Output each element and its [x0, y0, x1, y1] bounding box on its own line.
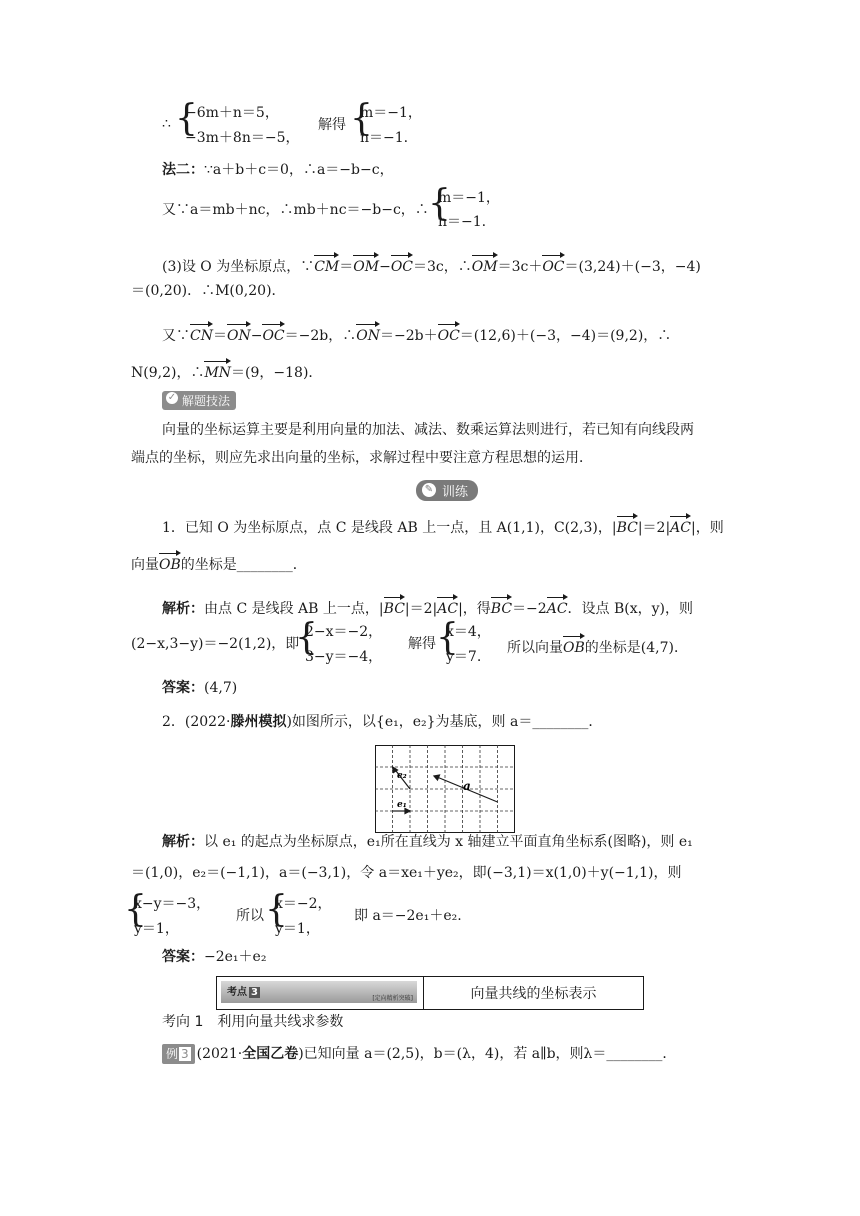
- question-2: [162, 712, 602, 732]
- text: (3)设 O 为坐标原点，∵: [162, 259, 315, 275]
- vector-om: OM: [353, 253, 379, 277]
- text: 由点 C 是线段 AB 上一点，|: [204, 601, 384, 617]
- vector-om: OM: [472, 253, 498, 277]
- left-brace: {: [350, 98, 373, 139]
- vector-bc: BC: [617, 514, 638, 538]
- answer-label: 答案：: [162, 680, 204, 696]
- text: 向量: [131, 557, 159, 573]
- equation-line: 2−x＝−2，: [305, 624, 383, 640]
- text: 考点: [227, 987, 247, 998]
- topic-badge: [221, 981, 417, 1003]
- direction-heading: 考向 1 利用向量共线求参数: [162, 1014, 344, 1030]
- topic-number: 3: [251, 987, 258, 998]
- vector-oc: OC: [542, 253, 564, 277]
- left-brace: {: [265, 889, 288, 930]
- text: 2．(2022·: [162, 714, 231, 730]
- left-brace: {: [295, 617, 318, 658]
- tip-line: 向量的坐标运算主要是利用向量的加法、减法、数乘运算法则进行，若已知有向线段两: [162, 422, 694, 438]
- source-label: 滕州模拟: [230, 714, 287, 730]
- example-number: 3: [181, 1047, 189, 1061]
- vector-on: ON: [227, 322, 251, 346]
- tip-tag: [162, 391, 236, 410]
- vector-bc: BC: [491, 595, 512, 619]
- text: ＝3c＋: [497, 259, 543, 275]
- answer-label: 答案：: [162, 949, 204, 965]
- text: ＝−2b，∴: [284, 328, 357, 344]
- text: −: [379, 259, 391, 275]
- answer-1: [162, 678, 237, 698]
- e2-label: e₂: [397, 771, 407, 781]
- vector-ac: AC: [670, 514, 691, 538]
- result-line: y＝1，: [275, 921, 320, 937]
- text: ＝(3,24)＋(−3，−4): [564, 259, 701, 275]
- text: 例: [166, 1047, 179, 1061]
- left-brace: {: [124, 889, 147, 930]
- pen-icon: ✎: [422, 483, 436, 497]
- text: 的坐标是________．: [180, 557, 307, 573]
- text: 又∵: [162, 328, 190, 344]
- vector-ob: OB: [563, 634, 585, 658]
- vector-on: ON: [356, 322, 380, 346]
- analysis-2-line2: ＝(1,0)，e₂＝(−1,1)，a＝(−3,1)，令 a＝xe₁＋ye₂，即(−3,1)＝x(1,0)＋y(−1,1)，则: [131, 865, 682, 881]
- equation-line: y＝1，: [134, 921, 179, 937]
- left-brace: {: [175, 98, 198, 139]
- topic-header-box: [216, 976, 644, 1010]
- text: (2−x,3−y)＝−2(1,2)，即: [131, 636, 300, 652]
- solve-label: 解得: [318, 117, 346, 133]
- part3-line1: [162, 253, 701, 277]
- vector-ac: AC: [547, 595, 568, 619]
- method-two-label: 法二：: [162, 162, 204, 178]
- text: |＝2|: [637, 520, 671, 536]
- analysis-2-line1: [162, 832, 693, 852]
- result-line: x＝4，: [446, 624, 491, 640]
- check-icon: ✓: [167, 392, 177, 403]
- result-line: n＝−1.: [360, 130, 409, 146]
- text: ＝: [339, 259, 354, 275]
- text: 的坐标是(4,7)．: [584, 640, 688, 656]
- part3-line4: [131, 359, 322, 383]
- vector-grid-figure: [375, 745, 515, 833]
- left-brace: {: [428, 183, 451, 224]
- vector-ob: OB: [159, 551, 181, 575]
- text: |，则: [691, 520, 724, 536]
- part3-line3: [162, 322, 671, 346]
- result-line: x＝−2，: [275, 896, 332, 912]
- example-3: [162, 1044, 676, 1064]
- result-line: n＝−1.: [438, 214, 487, 230]
- source-label: 全国乙卷: [242, 1046, 299, 1062]
- text: −: [250, 328, 263, 344]
- text: (2021·: [196, 1046, 243, 1062]
- tip-tag-label: 解题技法: [182, 394, 231, 408]
- text: ＝(9，−18)．: [231, 365, 323, 381]
- vector-ac: AC: [437, 595, 458, 619]
- question-1-line2: [131, 551, 307, 575]
- text: 1．已知 O 为坐标原点，点 C 是线段 AB 上一点，且 A(1,1)，C(2,3)，|: [162, 520, 617, 536]
- text: 即 a＝−2e₁＋e₂.: [354, 908, 462, 924]
- text: ＝−2: [512, 601, 547, 617]
- text: 所以向量: [507, 640, 563, 656]
- example-tag: [162, 1044, 195, 1064]
- equation-line: −3m＋8n＝−5，: [185, 130, 300, 146]
- result-line: m＝−1，: [438, 190, 500, 206]
- equation-line: −6m＋n＝5，: [185, 105, 279, 121]
- answer-value: (4,7): [204, 680, 238, 696]
- text: N(9,2)，∴: [131, 365, 205, 381]
- question-1-line1: [162, 514, 724, 538]
- analysis-label: 解析：: [162, 834, 204, 850]
- training-badge: [416, 480, 478, 501]
- training-label: 训练: [442, 485, 469, 500]
- analysis-1-line1: [162, 595, 693, 619]
- text: ．设点 B(x，y)，则: [567, 601, 693, 617]
- text: )已知向量 a＝(2,5)，b＝(λ，4)，若 a∥b，则λ＝________．: [298, 1046, 677, 1062]
- text: ＝3c，∴: [413, 259, 472, 275]
- text: )如图所示，以{e₁，e₂}为基底，则 a＝________．: [286, 714, 603, 730]
- answer-2: [162, 947, 266, 967]
- tip-line: 端点的坐标，则应先求出向量的坐标，求解过程中要注意方程思想的运用．: [131, 450, 593, 466]
- equation-line: 3−y＝−4，: [305, 649, 383, 665]
- method-two-line: [162, 160, 394, 180]
- text: |，得: [458, 601, 491, 617]
- so-label: 所以: [236, 908, 264, 924]
- answer-value: −2e₁＋e₂: [204, 949, 267, 965]
- vector-mn: MN: [204, 359, 231, 383]
- method-two-text: ∵a＋b＋c＝0，∴a＝−b−c，: [204, 162, 394, 178]
- vector-oc: OC: [391, 253, 413, 277]
- text: ＝: [212, 328, 227, 344]
- a-label: a: [463, 779, 471, 793]
- vector-bc: BC: [384, 595, 405, 619]
- therefore-sign: ∴: [162, 116, 171, 132]
- solve-label: 解得: [408, 636, 436, 652]
- topic-title: 向量共线的坐标表示: [470, 986, 597, 1002]
- topic-subtitle: [定向精析突破]: [372, 995, 413, 1002]
- vector-oc: OC: [438, 322, 460, 346]
- e1-label: e₁: [397, 800, 407, 810]
- line-text: 又∵a＝mb＋nc，∴mb＋nc＝−b−c，∴: [162, 202, 429, 218]
- result-line: y＝7.: [446, 649, 482, 665]
- text: |＝2|: [404, 601, 438, 617]
- equation-line: x−y＝−3，: [134, 896, 211, 912]
- text: ＝−2b＋: [379, 328, 438, 344]
- text: ＝(12,6)＋(−3，−4)＝(9,2)，∴: [459, 328, 672, 344]
- text: 以 e₁ 的起点为坐标原点，e₁所在直线为 x 轴建立平面直角坐标系(图略)，则 e₁: [204, 834, 693, 850]
- result-line: m＝−1，: [360, 105, 422, 121]
- vector-cn: CN: [190, 322, 213, 346]
- analysis-label: 解析：: [162, 601, 204, 617]
- part3-line2: ＝(0,20)．∴M(0,20)．: [131, 283, 286, 299]
- left-brace: {: [436, 617, 459, 658]
- vector-cm: CM: [314, 253, 339, 277]
- topic-badge-label: [227, 983, 260, 998]
- vector-oc: OC: [262, 322, 284, 346]
- analysis-1-tail: [507, 634, 688, 658]
